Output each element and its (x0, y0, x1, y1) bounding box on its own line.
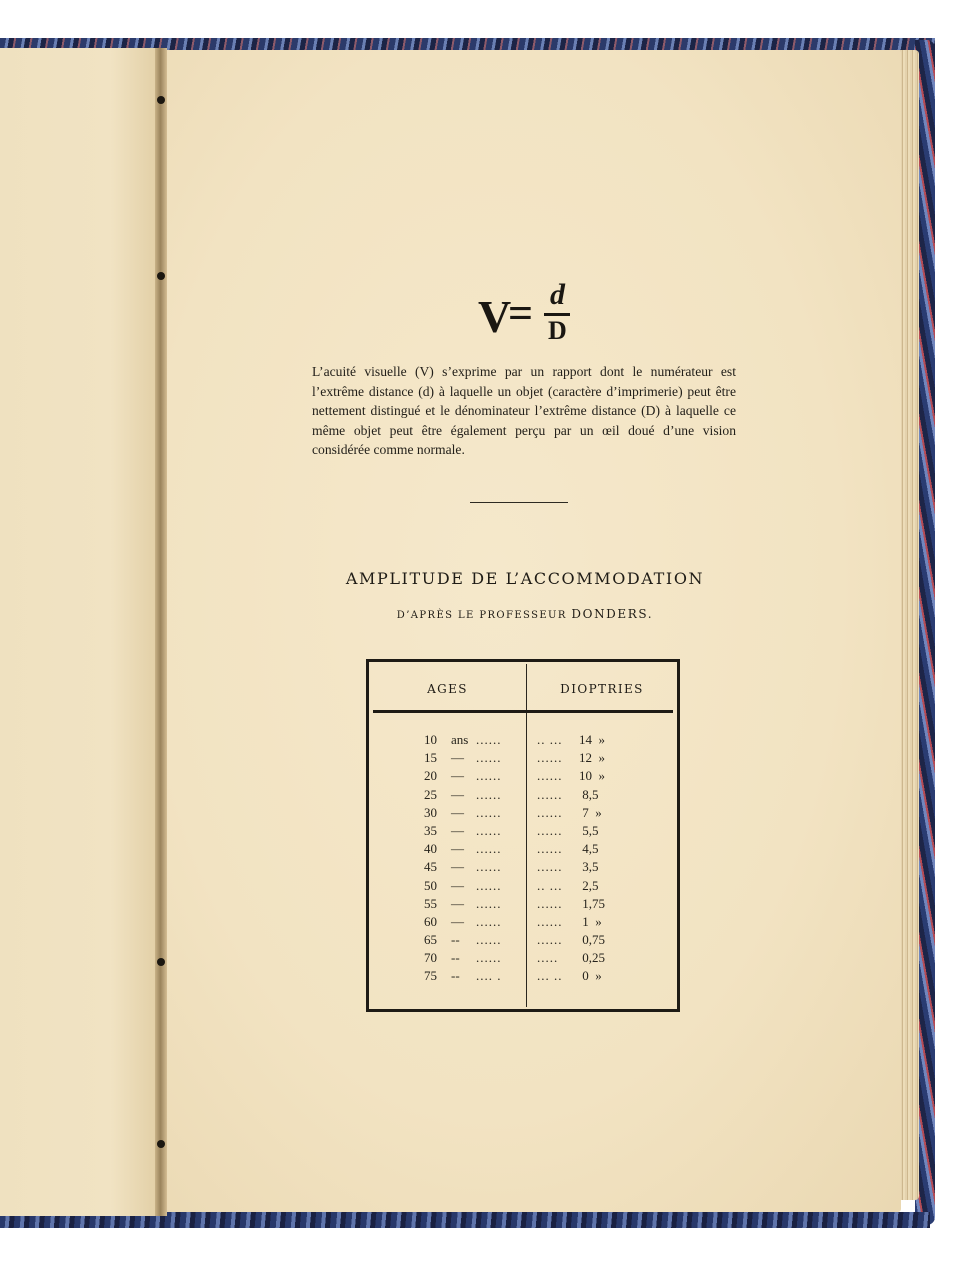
leader-dots: ...... (537, 895, 563, 911)
leader-dots: ...... (537, 804, 563, 820)
age-cell: 20 (424, 768, 437, 784)
ditto-cell: — (451, 786, 464, 802)
age-cell: 35 (424, 822, 437, 838)
table-row (369, 896, 677, 914)
table-rows (369, 732, 677, 987)
ditto-cell: — (451, 877, 464, 893)
leader-dots: ...... (476, 768, 502, 784)
leader-dots: ...... (537, 786, 563, 802)
dioptrie-cell: 12 » (579, 750, 605, 766)
right-page (163, 50, 901, 1212)
dioptrie-cell: 2,5 (579, 877, 599, 893)
leader-dots: ...... (476, 932, 502, 948)
leader-dots: ..... (537, 950, 559, 966)
leader-dots: ...... (476, 804, 502, 820)
table-row (369, 750, 677, 768)
leader-dots: ...... (476, 732, 502, 747)
age-cell: 25 (424, 786, 437, 802)
accommodation-table (366, 659, 680, 1012)
ditto-cell: -- (451, 968, 460, 984)
leader-dots: ...... (537, 859, 563, 875)
dioptrie-cell: 0 » (579, 968, 602, 984)
dioptrie-cell: 4,5 (579, 841, 599, 857)
age-cell: 40 (424, 841, 437, 857)
table-row (369, 878, 677, 896)
ditto-cell: — (451, 895, 464, 911)
age-cell: 50 (424, 877, 437, 893)
leader-dots: ... .. (537, 968, 563, 984)
dioptrie-cell: 0,75 (579, 932, 605, 948)
age-cell: 65 (424, 932, 437, 948)
ditto-cell: — (451, 804, 464, 820)
leader-dots: ...... (476, 822, 502, 838)
leader-dots: ...... (537, 822, 563, 838)
table-row (369, 732, 677, 750)
binding-stitch (157, 1140, 165, 1148)
age-cell: 70 (424, 950, 437, 966)
age-cell: 10 (424, 732, 437, 747)
ditto-cell: — (451, 822, 464, 838)
dioptrie-cell: 8,5 (579, 786, 599, 802)
leader-dots: ...... (476, 786, 502, 802)
section-subtitle (320, 607, 730, 621)
leader-dots: .. ... (537, 877, 563, 893)
acuity-definition: L’acuité visuelle (V) s’exprime par un rapport dont le numérateur est l’extrême distance (d) à laquelle un objet (caractère d’imprimerie) peut être nettement distingué et le dénominateur l’extrême distance (D) à laquelle ce même objet peut être également perçu par un œil doué d’une vision considérée comme normale. (312, 364, 736, 458)
subtitle-prefix: D’APRÈS LE PROFESSEUR (396, 610, 567, 621)
dioptrie-cell: 1,75 (579, 895, 605, 911)
formula-equals: = (508, 289, 534, 338)
section-divider (470, 502, 568, 503)
header-ages: AGES (427, 682, 468, 696)
book-gutter (155, 48, 167, 1216)
binding-stitch (157, 272, 165, 280)
leader-dots: ...... (476, 877, 502, 893)
formula-denominator: D (548, 316, 567, 345)
table-row (369, 950, 677, 968)
acuity-formula (468, 278, 598, 352)
header-rule (373, 710, 673, 713)
leader-dots: ...... (537, 932, 563, 948)
dioptrie-cell: 7 » (579, 804, 602, 820)
ditto-cell: — (451, 859, 464, 875)
dioptrie-cell: 0,25 (579, 950, 605, 966)
ditto-cell: -- (451, 950, 460, 966)
dioptrie-cell: 14 » (579, 732, 605, 747)
age-cell: 45 (424, 859, 437, 875)
leader-dots: ...... (476, 913, 502, 929)
age-cell: 60 (424, 913, 437, 929)
table-row (369, 932, 677, 950)
table-row (369, 823, 677, 841)
leader-dots: ...... (476, 950, 502, 966)
ditto-cell: — (451, 841, 464, 857)
table-row (369, 787, 677, 805)
leader-dots: ...... (476, 841, 502, 857)
formula-lhs: V (478, 291, 512, 342)
leader-dots: .... . (476, 968, 502, 984)
ditto-cell: — (451, 913, 464, 929)
table-row (369, 968, 677, 986)
ditto-cell: -- (451, 932, 460, 948)
leader-dots: ...... (476, 895, 502, 911)
leader-dots: ...... (537, 750, 563, 766)
leader-dots: .. ... (537, 732, 563, 747)
binding-stitch (157, 96, 165, 104)
age-cell: 15 (424, 750, 437, 766)
leader-dots: ...... (537, 913, 563, 929)
table-row (369, 859, 677, 877)
dioptrie-cell: 10 » (579, 768, 605, 784)
age-cell: 75 (424, 968, 437, 984)
leader-dots: ...... (537, 768, 563, 784)
formula-numerator: d (550, 278, 565, 311)
table-row (369, 841, 677, 859)
leader-dots: ...... (476, 859, 502, 875)
left-page (0, 48, 158, 1216)
header-dioptries: DIOPTRIES (560, 682, 644, 696)
table-row (369, 768, 677, 786)
binding-stitch (157, 958, 165, 966)
section-title: AMPLITUDE DE L’ACCOMMODATION (345, 569, 705, 588)
dioptrie-cell: 1 » (579, 913, 602, 929)
age-cell: 30 (424, 804, 437, 820)
ditto-cell: ans (451, 732, 469, 747)
table-row (369, 914, 677, 932)
leader-dots: ...... (476, 750, 502, 766)
table-row (369, 805, 677, 823)
dioptrie-cell: 3,5 (579, 859, 599, 875)
ditto-cell: — (451, 750, 464, 766)
leader-dots: ...... (537, 841, 563, 857)
ditto-cell: — (451, 768, 464, 784)
age-cell: 55 (424, 895, 437, 911)
subtitle-name: DONDERS. (571, 607, 654, 621)
dioptrie-cell: 5,5 (579, 822, 599, 838)
